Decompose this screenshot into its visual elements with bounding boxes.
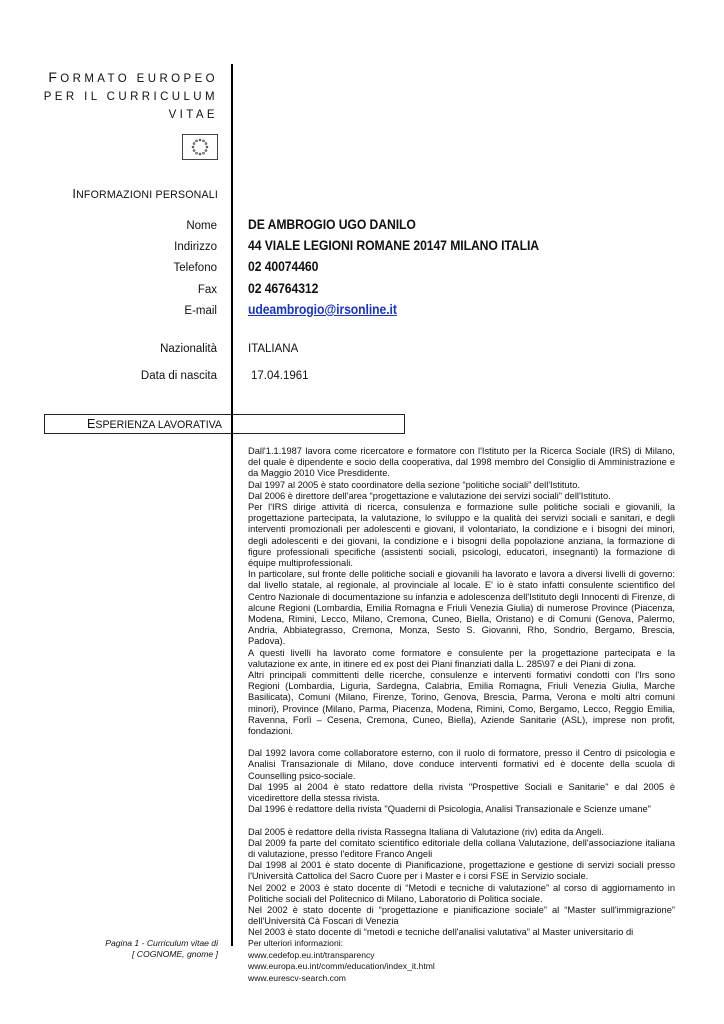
fax-label: Fax [197,284,217,296]
name-label: Nome [186,220,217,232]
nationality-value: ITALIANA [248,343,299,355]
name-value: DE AMBROGIO UGO DANILO [248,217,416,233]
personal-info-heading [72,187,218,201]
personal-heading-text: NFORMAZIONI PERSONALI [76,189,218,201]
email-label: E-mail [184,305,217,317]
experience-heading-text: SPERIENZA LAVORATIVA [95,419,222,431]
eu-flag-icon [182,134,218,160]
experience-paragraph: Dal 1996 è redattore della rivista "Quaderni di Psicologia, Analisi Transazionale e Scienze umane" [248,804,651,815]
experience-heading [87,417,222,431]
experience-paragraph: Dal 2005 è redattore della rivista Rassegna Italiana di Valutazione (riv) edita da Angeli. [248,826,604,837]
experience-paragraph: Dal 1997 al 2005 è stato coordinatore della sezione “politiche sociali” dell'Istituto. [248,479,581,490]
paragraph-gap [248,816,675,827]
phone-value: 02 40074460 [248,259,319,275]
title-line-2: PER IL CURRICULUM [43,91,218,103]
page-footer-right [248,938,435,984]
experience-paragraph: Dal 1995 al 2004 è stato redattore della rivista "Prospettive Sociali e Sanitarie" e dal 2005 è vicedirettore della stessa rivista. [248,781,675,804]
phone-label: Telefono [173,262,217,274]
birthdate-label: Data di nascita [140,370,217,382]
footer-link-europa[interactable]: www.europa.eu.int/comm/education/index_it.html [248,961,435,971]
address-label: Indirizzo [174,241,217,253]
document-title [44,68,218,124]
experience-paragraph: Nel 2002 e 2003 è stato docente di “Metodi e tecniche di valutazione” al corso di aggiornamento in Politiche sociali del Politecnico di Milano, Laboratorio di Politica sociale. [248,882,675,904]
experience-paragraph: A questi livelli ha lavorato come formatore e consulente per la progettazione partecipata e la valutazione ex ante, in itinere ed ex post dei Piani finanziati dalla L. 285\97 e dei Piani di zona. [248,647,675,669]
footer-info-label: Per ulteriori informazioni: [248,938,344,948]
experience-heading-initial: E [87,417,96,431]
personal-heading-initial: I [72,187,77,201]
title-initial: F [48,69,61,85]
paragraph-gap [248,737,675,748]
experience-paragraph: In particolare, sul fronte delle politiche sociali e giovanili ha lavorato e lavora a diversi livelli di governo: dal livello statale, al regionale, al provinciale al locale. E' io è stato infatti consulente scientifico del Centro Nazionale di documentazione su infanzia e adolescenza dell'Istituto degli Innocenti di Firenze, di alcune Regioni (Lombardia, Emilia Romagna e Friuli Venezia Giulia) di numerose Province (Piacenza, Modena, Rimini, Lecco, Milano, Cremona, Cuneo, Biella, Oristano) e di Comuni (Genova, Palermo, Andria, Abbiategrasso, Cremona, Monza, Sesto S. Giovanni, Rho, Sondrio, Bergamo, Brescia, Padova). [248,569,675,647]
title-line-1: ORMATO EUROPEO [60,73,218,85]
experience-paragraph: Altri principali committenti delle ricerche, consulenze e interventi formativi condotti con l'Irs sono Regioni (Lombardia, Liguria, Sardegna, Calabria, Emilia Romagna, Friuli Venezia Giulia, Marche Basilicata), Comuni (Milano, Firenze, Torino, Genova, Brescia, Parma, Verona e molti altri comuni minori), Province (Milano, Parma, Piacenza, Modena, Rimini, Como, Bergamo, Lecco, Reggio Emilia, Ravenna, Forlì – Cesena, Cremona, Cuneo, Biella), Aziende Sanitarie (ASL), imprese non profit, fondazioni. [248,670,675,737]
experience-paragraph: Dall'1.1.1987 lavora come ricercatore e formatore con l'Istituto per la Ricerca Sociale (IRS) di Milano, del quale è dipendente e socio della cooperativa, dal 1998 membro del Consiglio di Amministrazione e da Maggio 2010 Vice Presdidente. [248,446,675,479]
nationality-label: Nazionalità [160,343,217,355]
footer-name-placeholder: [ COGNOME, gnome ] [132,949,218,959]
footer-link-eurescv[interactable]: www.eurescv-search.com [248,972,346,983]
experience-paragraph: Dal 1998 al 2001 è stato docente di Pianificazione, progettazione e gestione di servizi sociali presso l'Università Cattolica del Sacro Cuore per i Master e i corsi FSE in Servizio sociale. [248,860,675,882]
birthdate-value: 17.04.1961 [251,370,309,382]
experience-paragraph: Dal 2009 fa parte del comitato scientifico editoriale della collana Valutazione, dell'associazione italiana di valutazione, presso l'editore Franco Angeli [248,837,675,859]
experience-heading-box [44,414,405,434]
experience-paragraph: Dal 1992 lavora come collaboratore esterno, con il ruolo di formatore, presso il Centro di psicologia e Analisi Transazionale di Milano, dove conduce interventi formativi ed è docente della scuola di Counselling psico-sociale. [248,748,675,781]
address-value: 44 VIALE LEGIONI ROMANE 20147 MILANO ITALIA [248,238,539,254]
vertical-divider [231,64,233,946]
experience-paragraph: Dal 2006 è direttore dell'area “progettazione e valutazione dei servizi sociali” dell'Istituto. [248,490,611,501]
footer-page-label: Pagina 1 - Curriculum vitae di [105,938,218,948]
experience-paragraph: Nel 2003 è stato docente di “metodi e tecniche dell'analisi valutativa” al Master universitario di [248,927,634,938]
experience-paragraph: Per l'IRS dirige attività di ricerca, consulenza e formazione sulle politiche sociali e giovanili, la progettazione partecipata, la valutazione, lo sviluppo e la qualità dei servizi sociali e sanitari, e degli interventi promozionali per adolescenti e giovani, il volontariato, la condizione e i bisogni dei minori, degli adolescenti e dei giovani, la condizione e i bisogni della popolazione anziana, la formazione di figure professionali specifiche (assistenti sociali, psicologi, educatori, insegnanti) la formazione di équipe multiprofessionali. [248,502,675,569]
email-link[interactable]: udeambrogio@irsonline.it [248,302,397,318]
page-footer-left [105,938,218,960]
title-line-3: VITAE [168,109,218,121]
fax-value: 02 46764312 [248,281,319,297]
experience-body [248,446,675,939]
experience-paragraph: Nel 2002 è stato docente di “progettazione e pianificazione sociale” al “Master sull'immigrazione” dell'Università Cà Foscari di Venezia [248,904,675,927]
footer-link-cedefop[interactable]: www.cedefop.eu.int/transparency [248,949,375,960]
